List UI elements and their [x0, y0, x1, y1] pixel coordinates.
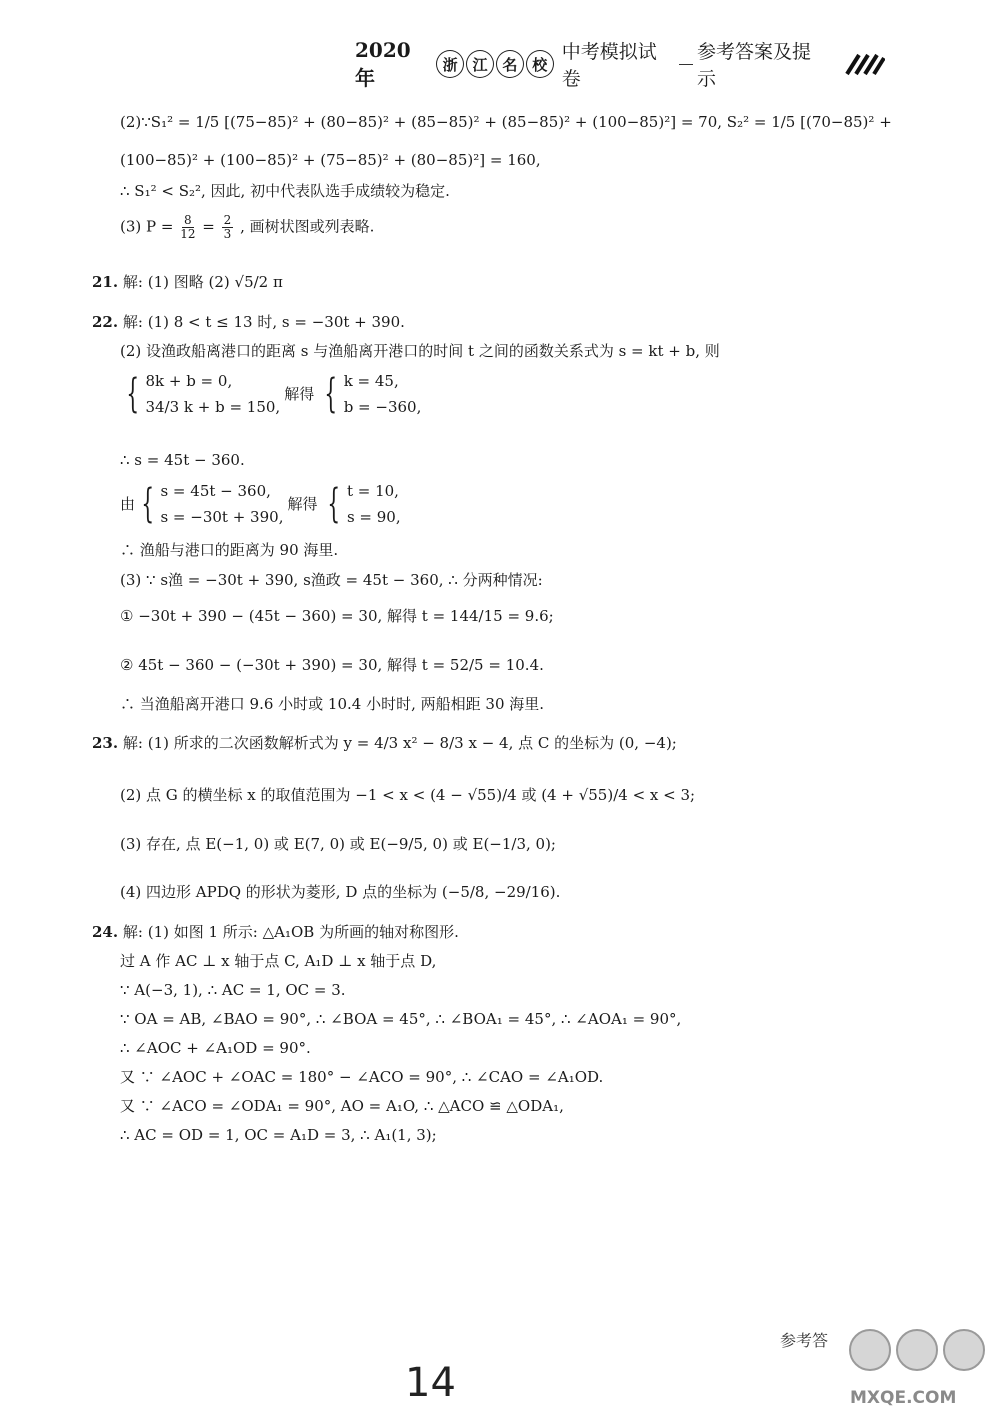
- eq-row: s = 90,: [346, 508, 401, 526]
- header-circle-4: 校: [526, 50, 554, 78]
- you-label: 由: [120, 495, 136, 513]
- fraction-denominator: 12: [180, 227, 196, 241]
- eq-row: 34/3 k + b = 150,: [145, 398, 281, 416]
- q23-part4: (4) 四边形 APDQ 的形状为菱形, D 点的坐标为 (−5/8, −29/16).: [120, 883, 561, 901]
- q21-text: 解: (1) 图略 (2) √5/2 π: [122, 273, 283, 291]
- q22-number: 22.: [92, 313, 119, 331]
- q24-line3: ∵ A(−3, 1), ∴ AC = 1, OC = 3.: [120, 981, 346, 999]
- q20-part3: [120, 214, 374, 241]
- slashes-decoration-icon: [839, 52, 885, 76]
- q23-number: 23.: [92, 734, 119, 752]
- system-group: [120, 368, 421, 420]
- page-header: [355, 37, 885, 90]
- fraction-numerator: 8: [184, 213, 192, 227]
- q24-line4: ∵ OA = AB, ∠BAO = 90°, ∴ ∠BOA = 45°, ∴ ∠BOA₁ = 45°, ∴ ∠AOA₁ = 90°,: [120, 1010, 682, 1028]
- q21-number: 21.: [92, 273, 119, 291]
- solve-label: 解得: [284, 385, 315, 403]
- q21-line: [92, 272, 283, 292]
- fraction-2-3: [222, 214, 234, 241]
- solve-label: 解得: [287, 495, 318, 513]
- q24-number: 24.: [92, 923, 119, 941]
- q22-case1: ① −30t + 390 − (45t − 360) = 30, 解得 t = 144/15 = 9.6;: [120, 607, 554, 625]
- eq-row: b = −360,: [343, 398, 422, 416]
- q20-part3-suffix: , 画树状图或列表略.: [240, 217, 375, 236]
- system-solution: [344, 368, 422, 420]
- fraction-numerator: 2: [223, 213, 232, 227]
- brace-icon: {: [327, 481, 341, 527]
- q23-part2: (2) 点 G 的横坐标 x 的取值范围为 −1 < x < (4 − √55)/4 或 (4 + √55)/4 < x < 3;: [120, 786, 696, 804]
- q22-part2-line: (2) 设渔政船离港口的距离 s 与渔船离开港口的时间 t 之间的函数关系式为 s = kt + b, 则: [120, 342, 720, 360]
- system-group: [120, 478, 401, 530]
- q24-line6: 又 ∵ ∠AOC + ∠OAC = 180° − ∠ACO = 90°, ∴ ∠CAO = ∠A₁OD.: [120, 1068, 604, 1086]
- q24-line2: 过 A 作 AC ⊥ x 轴于点 C, A₁D ⊥ x 轴于点 D,: [120, 952, 437, 970]
- q24-line7: 又 ∵ ∠ACO = ∠ODA₁ = 90°, AO = A₁O, ∴ △ACO ≌ △ODA₁,: [120, 1097, 564, 1115]
- q22-part3: (3) ∵ s渔 = −30t + 390, s渔政 = 45t − 360, ∴ 分两种情况:: [120, 571, 543, 589]
- header-circle-2: 江: [466, 50, 494, 78]
- q24-line5: ∴ ∠AOC + ∠A₁OD = 90°.: [120, 1039, 311, 1057]
- eq-row: k = 45,: [343, 372, 399, 390]
- system-equations: [145, 368, 280, 420]
- handwritten-page-number: 14: [405, 1360, 456, 1406]
- q22-line: [92, 312, 405, 332]
- q23-text: 解: (1) 所求的二次函数解析式为 y = 4/3 x² − 8/3 x − 4, 点 C 的坐标为 (0, −4);: [122, 734, 677, 752]
- header-circle-1: 浙: [436, 50, 464, 78]
- fraction-denominator: 3: [223, 227, 232, 241]
- brace-icon: {: [324, 371, 338, 417]
- q24-line8: ∴ AC = OD = 1, OC = A₁D = 3, ∴ A₁(1, 3);: [120, 1126, 437, 1144]
- q24-text: 解: (1) 如图 1 所示: △A₁OB 为所画的轴对称图形.: [122, 923, 459, 941]
- q22-conclusion: ∴ 当渔船离开港口 9.6 小时或 10.4 小时时, 两船相距 30 海里.: [120, 695, 545, 713]
- brace-icon: {: [141, 481, 155, 527]
- q22-system-2: [120, 478, 401, 530]
- header-year: 2020年: [355, 37, 411, 90]
- system-solution: [347, 478, 401, 530]
- q20-part2-line1: (2)∵S₁² = 1/5 [(75−85)² + (80−85)² + (85−85)² + (85−85)² + (100−85)²] = 70, S₂² = 1/5 [(70−85)² +: [120, 113, 892, 131]
- watermark-text: MXQE.COM: [850, 1388, 957, 1408]
- header-answers-label: 参考答案及提示: [696, 41, 811, 90]
- q20-part3-equals: =: [202, 217, 215, 236]
- brace-icon: {: [126, 371, 140, 417]
- q24-line: [92, 922, 459, 942]
- system-equations: [160, 478, 283, 530]
- q22-distance: ∴ 渔船与港口的距离为 90 海里.: [120, 541, 339, 559]
- footer-answer-label: 参考答: [780, 1331, 829, 1350]
- q20-part3-prefix: (3) P =: [120, 217, 174, 236]
- eq-row: s = 45t − 360,: [160, 482, 271, 500]
- header-circle-3: 名: [496, 50, 524, 78]
- eq-row: s = −30t + 390,: [160, 508, 284, 526]
- eq-row: t = 10,: [346, 482, 399, 500]
- q22-text: 解: (1) 8 < t ≤ 13 时, s = −30t + 390.: [122, 313, 405, 331]
- header-title: 中考模拟试卷: [561, 41, 657, 90]
- q23-line: [92, 733, 677, 753]
- header-divider: [679, 64, 693, 65]
- q22-s-expression: ∴ s = 45t − 360.: [120, 451, 245, 469]
- q23-part3: (3) 存在, 点 E(−1, 0) 或 E(7, 0) 或 E(−9/5, 0) 或 E(−1/3, 0);: [120, 835, 556, 853]
- q22-system-1: [120, 368, 421, 420]
- q20-part2-line2: (100−85)² + (100−85)² + (75−85)² + (80−85)²] = 160,: [120, 151, 541, 169]
- q22-case2: ② 45t − 360 − (−30t + 390) = 30, 解得 t = 52/5 = 10.4.: [120, 656, 544, 674]
- fraction-8-12: [180, 214, 195, 241]
- q20-part2-conclusion: ∴ S₁² < S₂², 因此, 初中代表队选手成绩较为稳定.: [120, 182, 450, 200]
- eq-row: 8k + b = 0,: [145, 372, 233, 390]
